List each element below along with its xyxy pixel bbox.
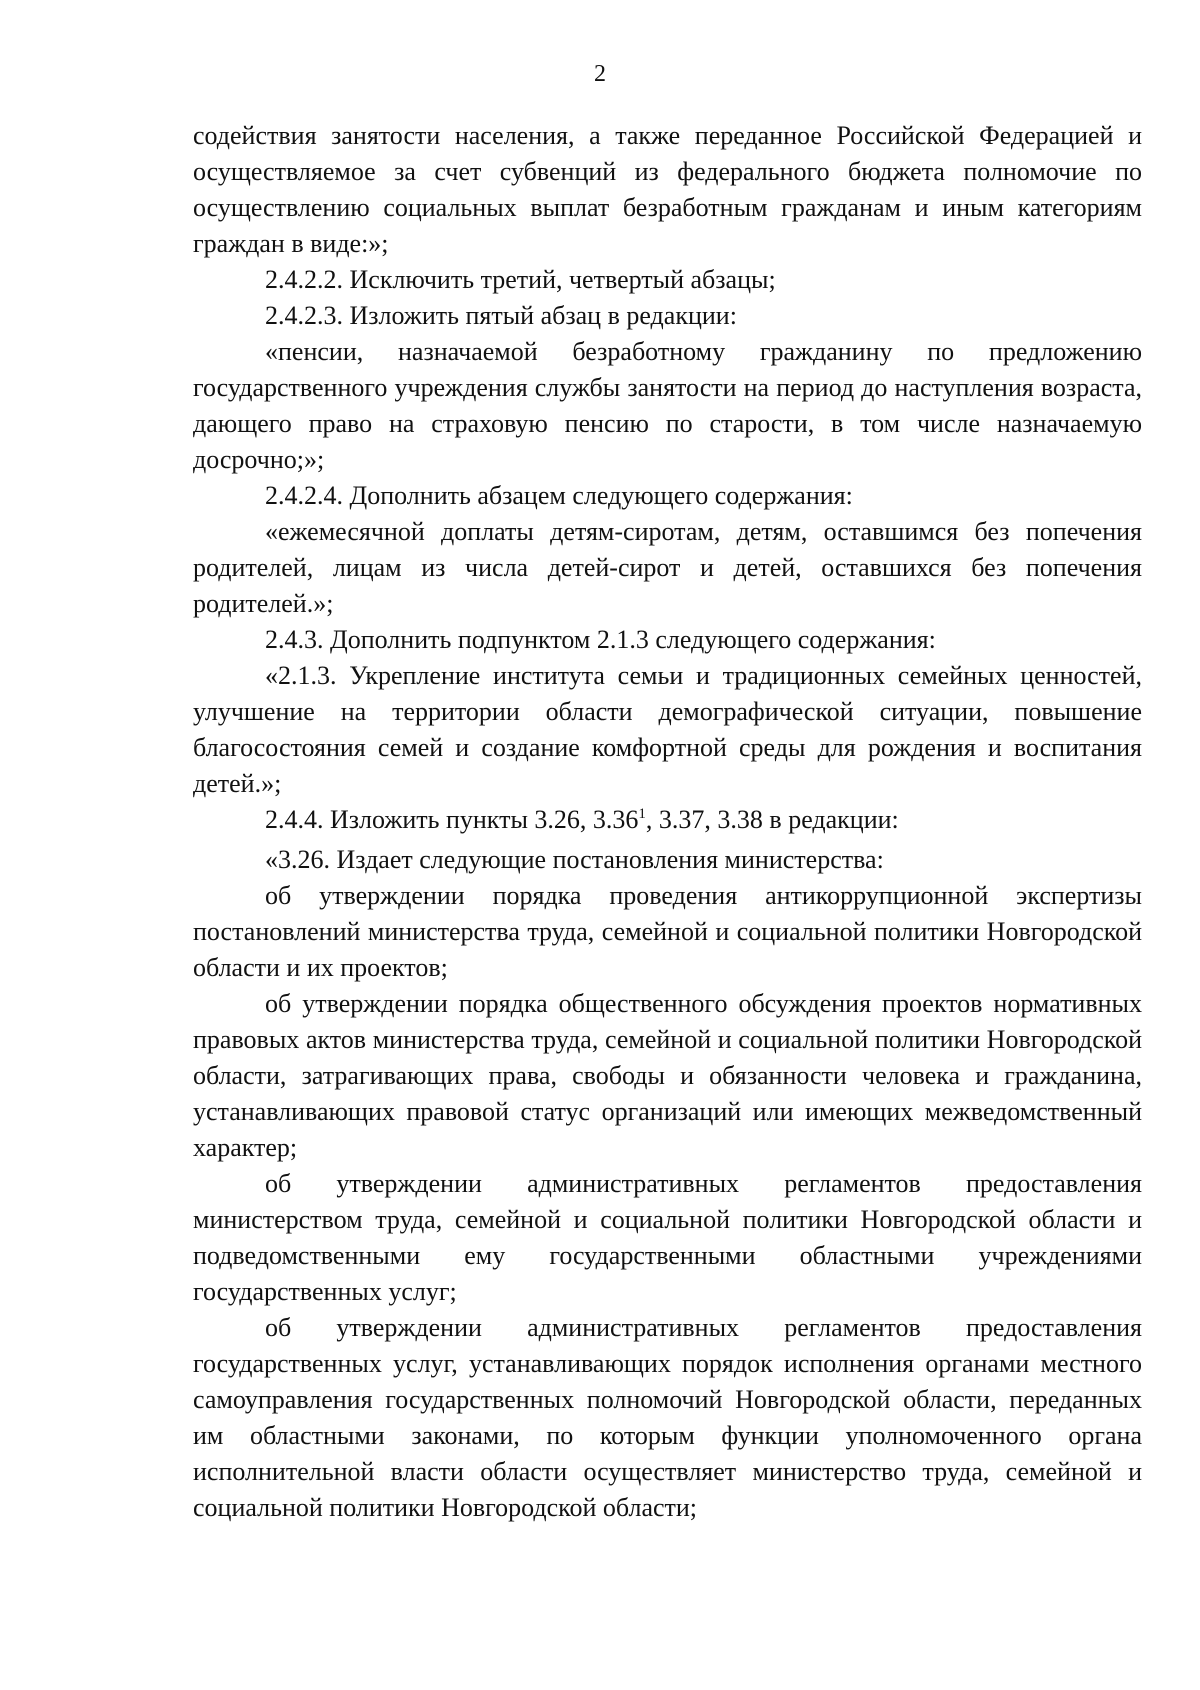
paragraph: содействия занятости населения, а также переданное Российской Федерацией и осуществляемое за счет субвенций из федерального бюджета полномочие по осуществлению социальных выплат безработным гражданам и иным категориям граждан в виде:»; bbox=[193, 121, 1142, 258]
paragraph: 2.4.2.2. Исключить третий, четвертый абзацы; bbox=[265, 265, 776, 294]
paragraph-with-superscript bbox=[193, 802, 1142, 842]
paragraph: «2.1.3. Укрепление института семьи и традиционных семейных ценностей, улучшение на территории области демографической ситуации, повышение благосостояния семей и создание комфортной среды для рождения и воспитания детей.»; bbox=[193, 661, 1142, 798]
paragraph-text-before: 2.4.4. Изложить пункты 3.26, 3.36 bbox=[265, 805, 639, 834]
page-number: 2 bbox=[594, 61, 606, 87]
paragraph-text-after: , 3.37, 3.38 в редакции: bbox=[645, 805, 899, 834]
superscript: 1 bbox=[638, 806, 646, 822]
paragraph: 2.4.2.3. Изложить пятый абзац в редакции: bbox=[265, 301, 737, 330]
paragraph: «3.26. Издает следующие постановления министерства: bbox=[265, 845, 884, 874]
paragraph: об утверждении порядка общественного обсуждения проектов нормативных правовых актов министерства труда, семейной и социальной политики Новгородской области, затрагивающих права, свободы и обязанности человека и гражданина, устанавливающих правовой статус организаций или имеющих межведомственный характер; bbox=[193, 989, 1142, 1162]
paragraph: 2.4.2.4. Дополнить абзацем следующего содержания: bbox=[265, 481, 853, 510]
paragraph: об утверждении административных регламентов предоставления государственных услуг, устанавливающих порядок исполнения органами местного самоуправления государственных полномочий Новгородской области, переданных им областными законами, по которым функции уполномоченного органа исполнительной власти области осуществляет министерство труда, семейной и социальной политики Новгородской области; bbox=[193, 1313, 1142, 1522]
paragraph: «пенсии, назначаемой безработному гражданину по предложению государственного учреждения службы занятости на период до наступления возраста, дающего право на страховую пенсию по старости, в том числе назначаемую досрочно;»; bbox=[193, 337, 1142, 474]
paragraph: об утверждении административных регламентов предоставления министерством труда, семейной и социальной политики Новгородской области и подведомственными ему государственными областными учреждениями государственных услуг; bbox=[193, 1169, 1142, 1306]
paragraph: 2.4.3. Дополнить подпунктом 2.1.3 следующего содержания: bbox=[265, 625, 936, 654]
paragraph: «ежемесячной доплаты детям-сиротам, детям, оставшимся без попечения родителей, лицам из числа детей-сирот и детей, оставшихся без попечения родителей.»; bbox=[193, 517, 1142, 618]
paragraph: об утверждении порядка проведения антикоррупционной экспертизы постановлений министерства труда, семейной и социальной политики Новгородской области и их проектов; bbox=[193, 881, 1142, 982]
document-body bbox=[193, 118, 1142, 1526]
